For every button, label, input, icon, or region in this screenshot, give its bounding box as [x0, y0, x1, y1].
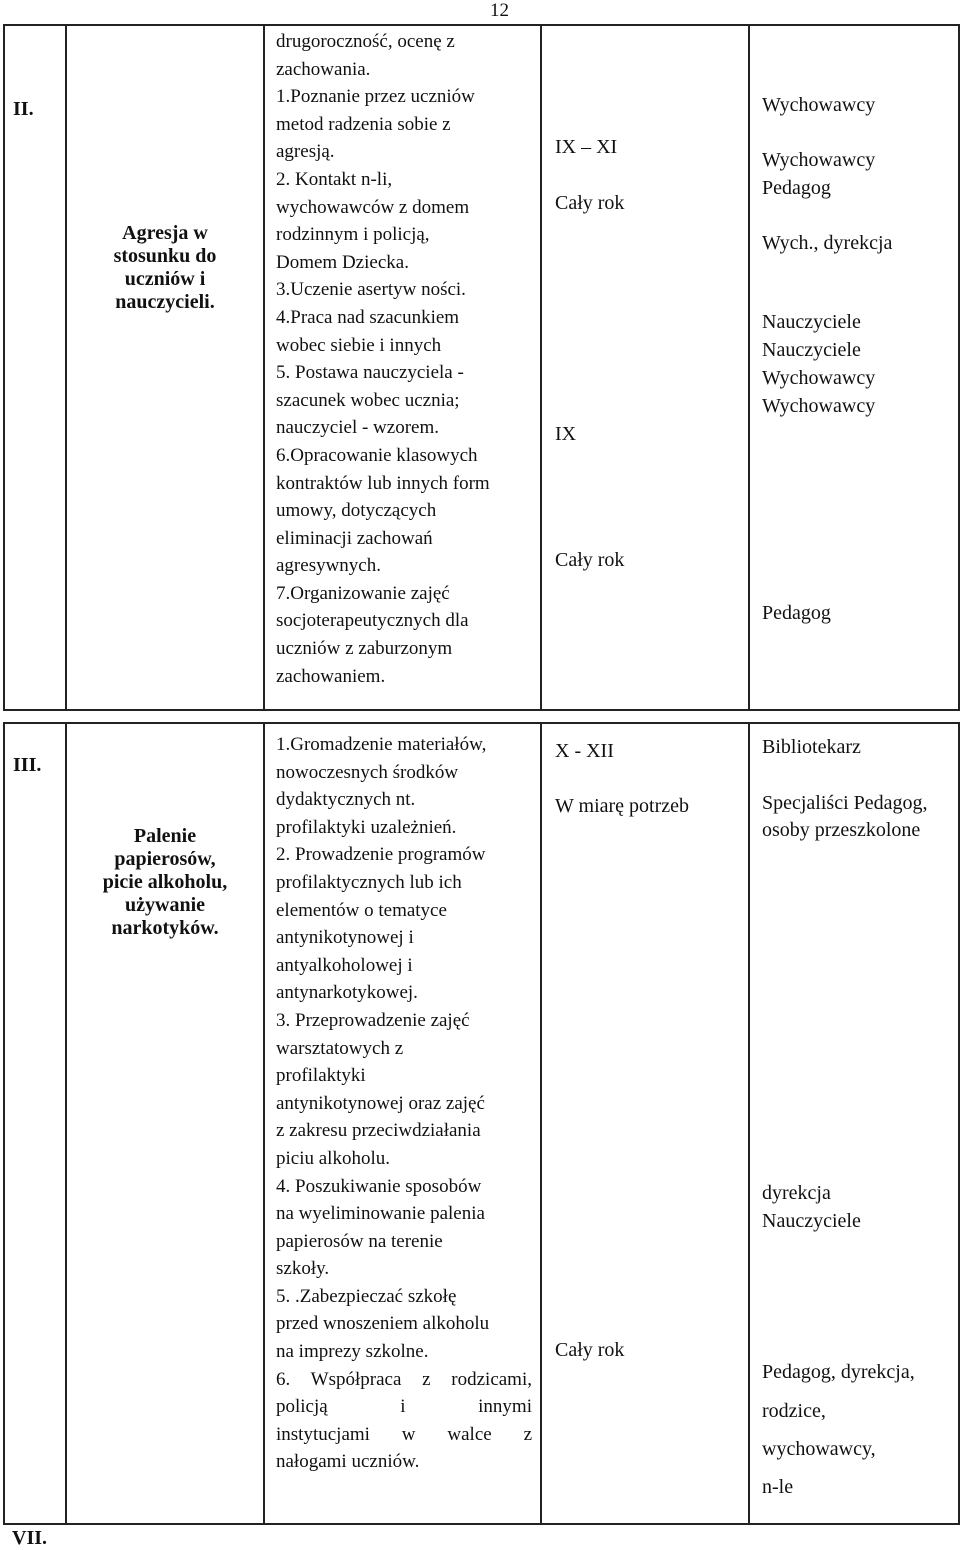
task-line: dydaktycznych nt.: [276, 789, 416, 811]
responsible-cell: [749, 25, 959, 710]
section-number-cell: [4, 723, 66, 1524]
responsible-text: rodzice,: [762, 1400, 826, 1422]
task-line: metod radzenia sobie z: [276, 113, 451, 135]
task-line: na imprezy szkolne.: [276, 1341, 429, 1363]
task-line: elementów o tematyce: [276, 899, 447, 921]
task-line: wychowawców z domem: [276, 196, 470, 218]
task-line: socjoterapeutycznych dla: [276, 610, 469, 632]
responsible-text: wychowawcy,: [762, 1438, 876, 1460]
tasks-list: [276, 26, 532, 690]
responsible-text: Nauczyciele: [762, 339, 861, 361]
task-line: umowy, dotyczących: [276, 500, 437, 522]
task-line: 7.Organizowanie zajęć: [276, 582, 450, 604]
task-line: antynarkotykowej.: [276, 982, 418, 1004]
task-line: wobec siebie i innych: [276, 334, 442, 356]
task-line: rodzinnym i policją,: [276, 224, 430, 246]
task-line: 4. Poszukiwanie sposobów: [276, 1175, 482, 1197]
task-line: nałogami uczniów.: [276, 1451, 420, 1473]
topic-text: [67, 222, 263, 314]
task-line: 3. Przeprowadzenie zajęć: [276, 1009, 470, 1031]
topic-line: stosunku do: [113, 245, 217, 267]
task-line: zachowaniem.: [276, 665, 386, 687]
task-line: 3.Uczenie asertyw ności.: [276, 279, 466, 301]
responsible-text: Pedagog: [762, 602, 831, 624]
task-line: 6. Współpraca z rodzicami,: [276, 1368, 532, 1390]
task-line: eliminacji zachowań: [276, 527, 433, 549]
section-number: II.: [13, 98, 34, 120]
responsible-text: Wych., dyrekcja: [762, 232, 893, 254]
topic-line: papierosów,: [114, 848, 216, 870]
page-number: 12: [490, 0, 509, 21]
task-line: Domem Dziecka.: [276, 251, 409, 273]
responsible-text: Pedagog, dyrekcja,: [762, 1361, 915, 1383]
table-row: [4, 723, 959, 1524]
responsible-text: Nauczyciele: [762, 311, 861, 333]
term-text: X - XII: [555, 740, 614, 762]
responsible-text: dyrekcja: [762, 1182, 831, 1204]
term-cell: [541, 25, 749, 710]
task-line: 1.Gromadzenie materiałów,: [276, 734, 487, 755]
topic-line: picie alkoholu,: [102, 871, 228, 893]
responsible-text: Bibliotekarz: [762, 736, 861, 758]
task-line: przed wnoszeniem alkoholu: [276, 1313, 490, 1335]
task-line: profilaktycznych lub ich: [276, 871, 462, 893]
task-line: zachowania.: [276, 58, 371, 80]
task-line: z zakresu przeciwdziałania: [276, 1120, 481, 1142]
task-line: antynikotynowej i: [276, 927, 414, 949]
task-line: szkoły.: [276, 1258, 330, 1280]
task-line: nauczyciel - wzorem.: [276, 417, 439, 439]
responsible-text: Wychowawcy: [762, 149, 876, 171]
section-number: III.: [13, 754, 42, 776]
term-text: Cały rok: [555, 1339, 625, 1361]
topic-text: [67, 825, 263, 940]
task-line: nowoczesnych środków: [276, 761, 459, 783]
responsible-cell: [749, 723, 959, 1524]
task-line: papierosów na terenie: [276, 1230, 443, 1252]
term-text: IX: [555, 423, 577, 445]
task-line: szacunek wobec ucznia;: [276, 389, 460, 411]
tasks-cell: [264, 723, 541, 1524]
task-line: antynikotynowej oraz zajęć: [276, 1092, 485, 1114]
responsible-text: n-le: [762, 1476, 794, 1498]
responsible-text: Wychowawcy: [762, 395, 876, 417]
topic-cell: [66, 25, 264, 710]
term-text: Cały rok: [555, 549, 625, 571]
responsible-text: Pedagog: [762, 177, 831, 199]
task-line: kontraktów lub innych form: [276, 472, 490, 494]
task-line: policją i innymi: [276, 1396, 532, 1418]
task-line: 2. Kontakt n-li,: [276, 168, 393, 190]
plan-table-section-2: [3, 24, 960, 711]
table-row: [4, 25, 959, 710]
topic-line: nauczycieli.: [115, 291, 215, 313]
task-line: 6.Opracowanie klasowych: [276, 444, 478, 466]
topic-line: narkotyków.: [111, 917, 219, 939]
task-line: 5. .Zabezpieczać szkołę: [276, 1285, 457, 1307]
task-line: uczniów z zaburzonym: [276, 638, 453, 660]
task-line: agresywnych.: [276, 555, 381, 577]
tasks-cell: [264, 25, 541, 710]
responsible-text: Specjaliści Pedagog,: [762, 792, 928, 814]
term-cell: [541, 723, 749, 1524]
task-line: 5. Postawa nauczyciela -: [276, 362, 464, 384]
task-line: profilaktyki uzależnień.: [276, 816, 457, 838]
responsible-text: Wychowawcy: [762, 94, 876, 116]
task-line: na wyeliminowanie palenia: [276, 1203, 485, 1225]
task-line: warsztatowych z: [276, 1037, 404, 1059]
topic-cell: [66, 723, 264, 1524]
next-section-number: VII.: [12, 1527, 48, 1549]
topic-line: Palenie: [133, 825, 197, 847]
task-line: profilaktyki: [276, 1065, 366, 1087]
term-text: Cały rok: [555, 192, 625, 214]
task-line: 2. Prowadzenie programów: [276, 844, 486, 866]
plan-table-section-3: [3, 722, 960, 1525]
topic-line: Agresja w: [122, 222, 208, 244]
task-line: antyalkoholowej i: [276, 954, 413, 976]
task-line: 4.Praca nad szacunkiem: [276, 306, 460, 328]
term-text: W miarę potrzeb: [555, 795, 690, 817]
task-line: 1.Poznanie przez uczniów: [276, 86, 475, 108]
task-line: drugoroczność, ocenę z: [276, 31, 455, 52]
responsible-text: Nauczyciele: [762, 1210, 861, 1232]
tasks-list: [276, 724, 532, 1476]
section-number-cell: [4, 25, 66, 710]
topic-line: używanie: [125, 894, 205, 916]
term-text: IX – XI: [555, 136, 618, 158]
topic-line: uczniów i: [124, 268, 206, 290]
task-line: agresją.: [276, 141, 335, 163]
task-line: piciu alkoholu.: [276, 1147, 390, 1169]
responsible-text: osoby przeszkolone: [762, 819, 921, 841]
task-line: instytucjami w walce z: [276, 1423, 532, 1445]
responsible-text: Wychowawcy: [762, 367, 876, 389]
